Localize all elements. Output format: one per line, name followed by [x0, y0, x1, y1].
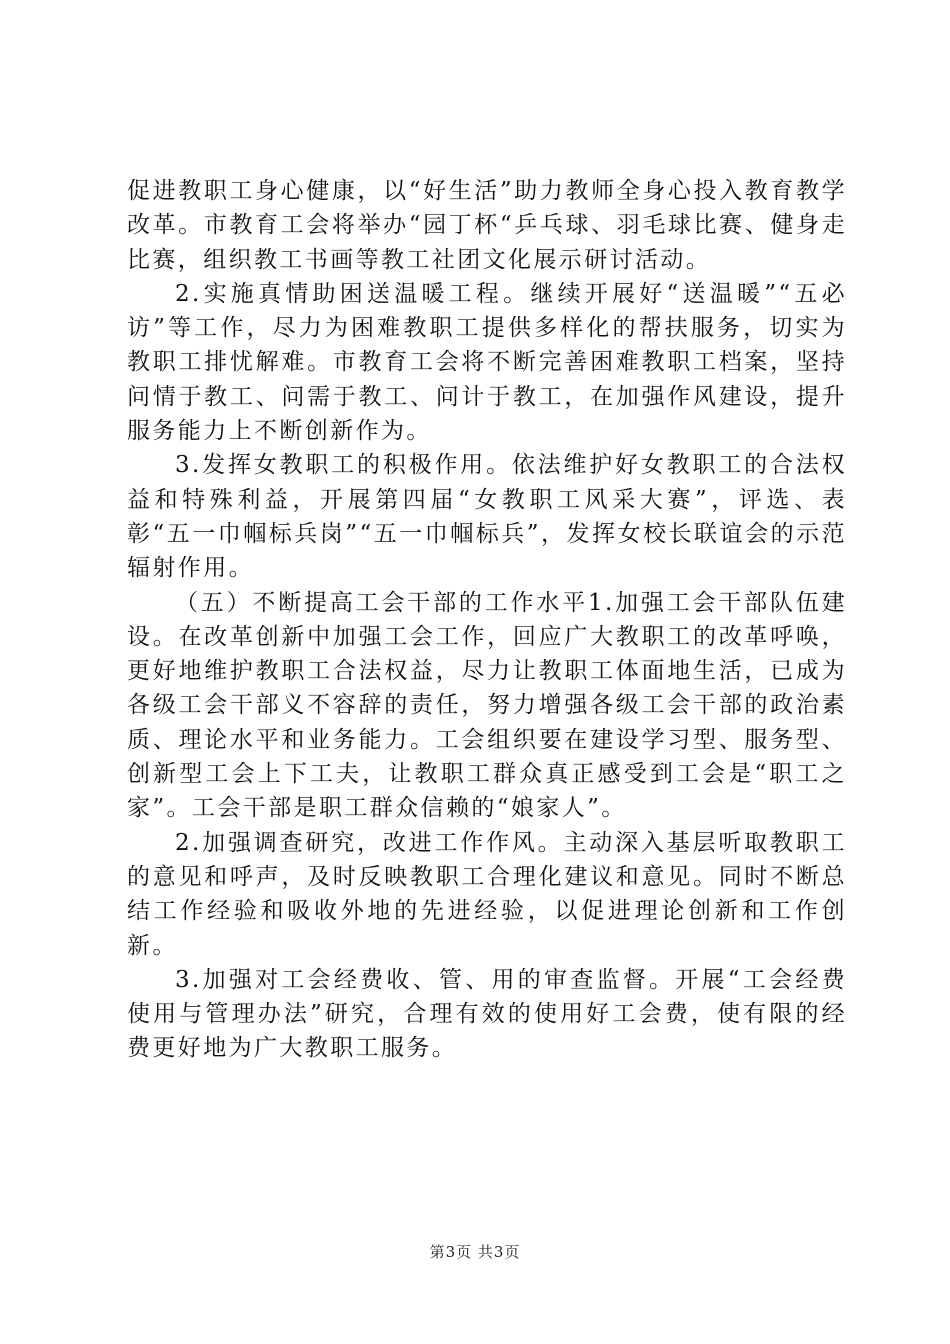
paragraph-female-staff: 3.发挥女教职工的积极作用。依法维护好女教职工的合法权益和特殊利益，开展第四届“女教职工风采大赛”，评选、表彰“五一巾帼标兵岗”“五一巾帼标兵”，发挥女校长联谊会的示范辐射作用。	[127, 452, 847, 582]
page-footer: 第3页 共3页	[429, 1243, 521, 1261]
paragraph-cadre-level: （五）不断提高工会干部的工作水平1.加强工会干部队伍建设。在改革创新中加强工会工作，回应广大教职工的改革呼唤，更好地维护教职工合法权益，尽力让教职工体面地生活，已成为各级工会干部义不容辞的责任，努力增强各级工会干部的政治素质、理论水平和业务能力。工会组织要在建设学习型、服务型、创新型工会上下工夫，让教职工群众真正感受到工会是“职工之家”。工会干部是职工群众信赖的“娘家人”。	[127, 589, 847, 822]
paragraph-continuation: 促进教职工身心健康，以“好生活”助力教师全身心投入教育教学改革。市教育工会将举办“园丁杯“乒乓球、羽毛球比赛、健身走比赛，组织教工书画等教工社团文化展示研讨活动。	[127, 178, 847, 273]
paragraph-funds-supervision: 3.加强对工会经费收、管、用的审查监督。开展“工会经费使用与管理办法”研究，合理有效的使用好工会费，使有限的经费更好地为广大教职工服务。	[127, 966, 847, 1062]
paragraph-research: 2.加强调查研究，改进工作作风。主动深入基层听取教职工的意见和呼声，及时反映教职工合理化建议和意见。同时不断总结工作经验和吸收外地的先进经验，以促进理论创新和工作创新。	[127, 829, 847, 959]
paragraph-warmth-project: 2.实施真情助困送温暖工程。继续开展好“送温暖”“五必访”等工作，尽力为困难教职工提供多样化的帮扶服务，切实为教职工排忧解难。市教育工会将不断完善困难教职工档案，坚持问情于教工、问需于教工、问计于教工，在加强作风建设，提升服务能力上不断创新作为。	[127, 280, 847, 445]
document-body	[127, 174, 847, 1066]
